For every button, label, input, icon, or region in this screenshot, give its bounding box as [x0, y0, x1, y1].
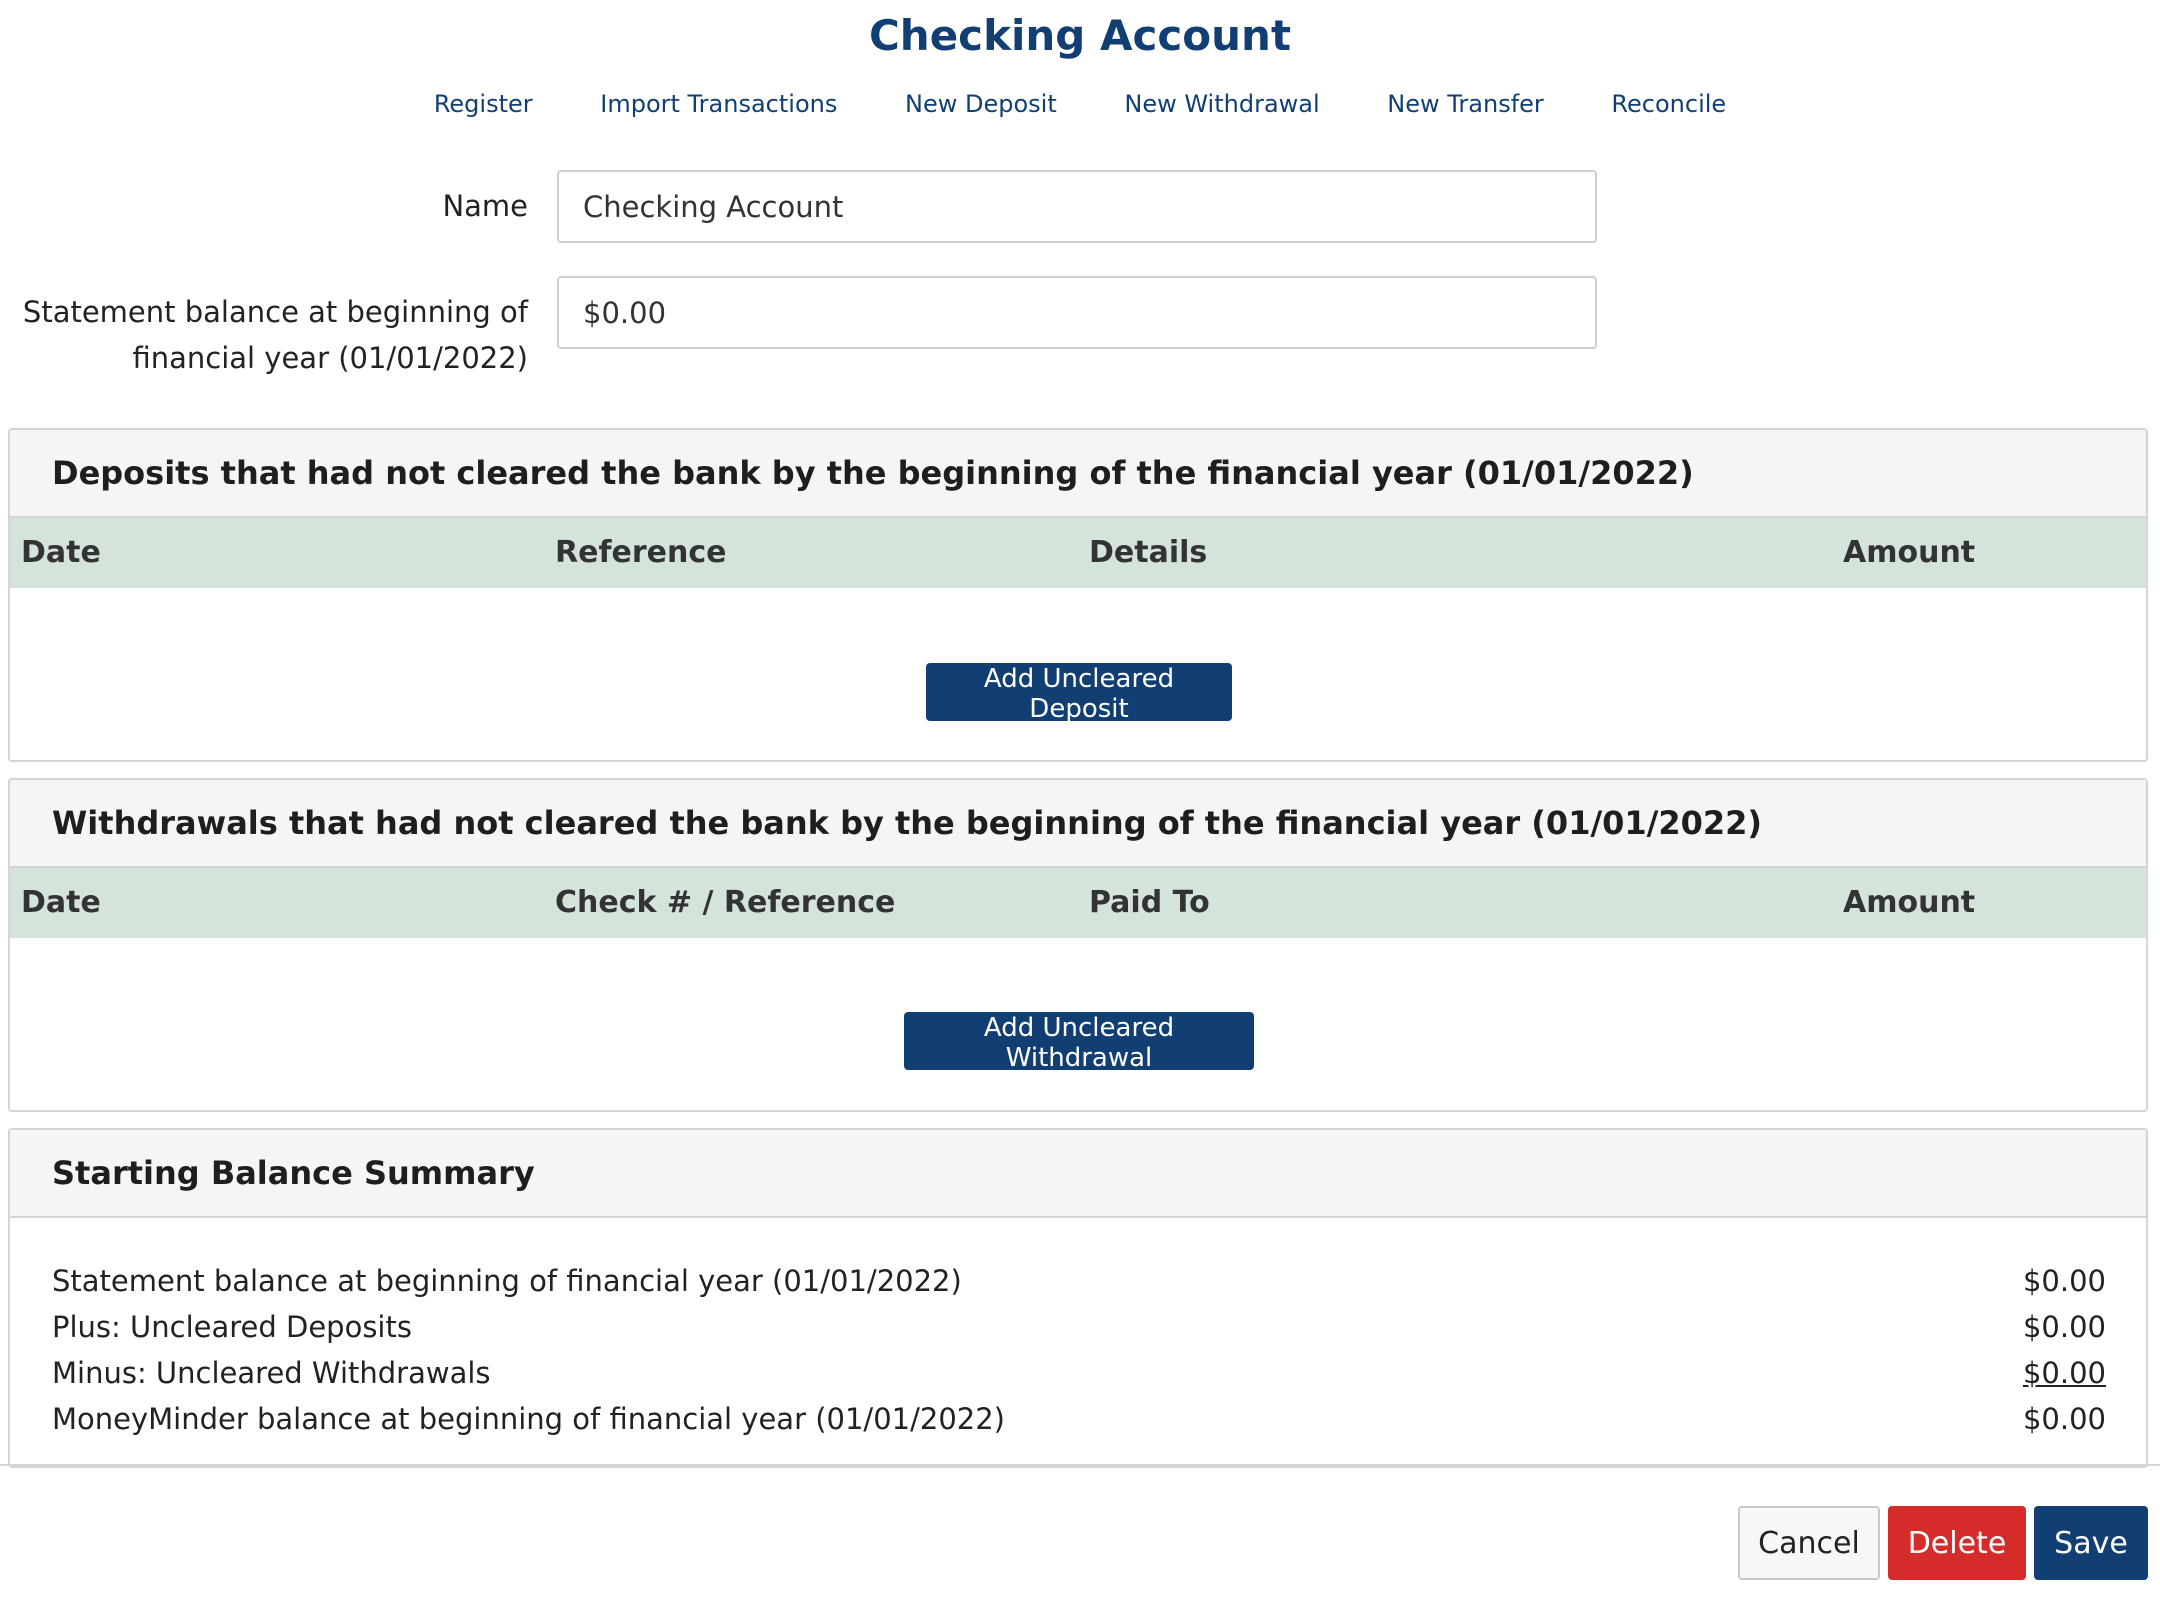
- summary-heading: Starting Balance Summary: [10, 1130, 2146, 1218]
- nav-register-link[interactable]: Register: [433, 90, 533, 118]
- deposits-heading: Deposits that had not cleared the bank by the beginning of the financial year (01/01/2022): [10, 430, 2146, 518]
- withdrawals-col-date: Date: [21, 885, 101, 920]
- summary-moneyminder-balance-label: MoneyMinder balance at beginning of financial year (01/01/2022): [52, 1402, 1005, 1436]
- withdrawals-col-paid-to: Paid To: [1089, 885, 1210, 920]
- deposits-col-details: Details: [1089, 535, 1208, 570]
- summary-moneyminder-balance-amount: $0.00: [2022, 1402, 2106, 1436]
- summary-statement-balance-label: Statement balance at beginning of financial year (01/01/2022): [52, 1264, 962, 1298]
- delete-button[interactable]: Delete: [1888, 1506, 2026, 1580]
- nav-import-transactions-link[interactable]: Import Transactions: [600, 90, 838, 118]
- nav-new-transfer-link[interactable]: New Transfer: [1387, 90, 1544, 118]
- summary-statement-balance-amount: $0.00: [2022, 1264, 2106, 1298]
- add-uncleared-deposit-button[interactable]: Add Uncleared Deposit: [926, 663, 1232, 721]
- withdrawals-table-header: [10, 868, 2146, 938]
- deposits-col-date: Date: [21, 535, 101, 570]
- summary-row: [10, 1258, 2146, 1304]
- summary-uncleared-deposits-label: Plus: Uncleared Deposits: [52, 1310, 412, 1344]
- nav-new-deposit-link[interactable]: New Deposit: [905, 90, 1057, 118]
- uncleared-withdrawals-panel: [8, 778, 2148, 1112]
- account-nav: [0, 84, 2160, 124]
- summary-uncleared-withdrawals-amount: $0.00: [2022, 1356, 2106, 1390]
- withdrawals-heading: Withdrawals that had not cleared the bank by the beginning of the financial year (01/01/2022): [10, 780, 2146, 868]
- save-button[interactable]: Save: [2034, 1506, 2148, 1580]
- summary-uncleared-withdrawals-label: Minus: Uncleared Withdrawals: [52, 1356, 491, 1390]
- statement-balance-label-line2: financial year (01/01/2022): [132, 341, 528, 375]
- nav-reconcile-link[interactable]: Reconcile: [1611, 90, 1727, 118]
- page-title: Checking Account: [868, 11, 1292, 60]
- summary-row: [10, 1304, 2146, 1350]
- name-label: Name: [442, 189, 528, 223]
- footer-divider: [0, 1464, 2160, 1466]
- nav-new-withdrawal-link[interactable]: New Withdrawal: [1124, 90, 1320, 118]
- statement-balance-input[interactable]: [557, 276, 1597, 349]
- summary-row: [10, 1396, 2146, 1442]
- deposits-col-reference: Reference: [555, 535, 727, 570]
- summary-uncleared-deposits-amount: $0.00: [2022, 1310, 2106, 1344]
- withdrawals-col-check-reference: Check # / Reference: [555, 885, 896, 920]
- summary-row: [10, 1350, 2146, 1396]
- withdrawals-col-amount: Amount: [1843, 885, 1976, 920]
- summary-body: [10, 1218, 2146, 1442]
- uncleared-deposits-panel: [8, 428, 2148, 762]
- account-name-input[interactable]: [557, 170, 1597, 243]
- statement-balance-label-line1: Statement balance at beginning of: [22, 295, 528, 329]
- deposits-col-amount: Amount: [1843, 535, 1976, 570]
- cancel-button[interactable]: Cancel: [1738, 1506, 1880, 1580]
- starting-balance-summary-panel: [8, 1128, 2148, 1468]
- deposits-table-header: [10, 518, 2146, 588]
- add-uncleared-withdrawal-button[interactable]: Add Uncleared Withdrawal: [904, 1012, 1254, 1070]
